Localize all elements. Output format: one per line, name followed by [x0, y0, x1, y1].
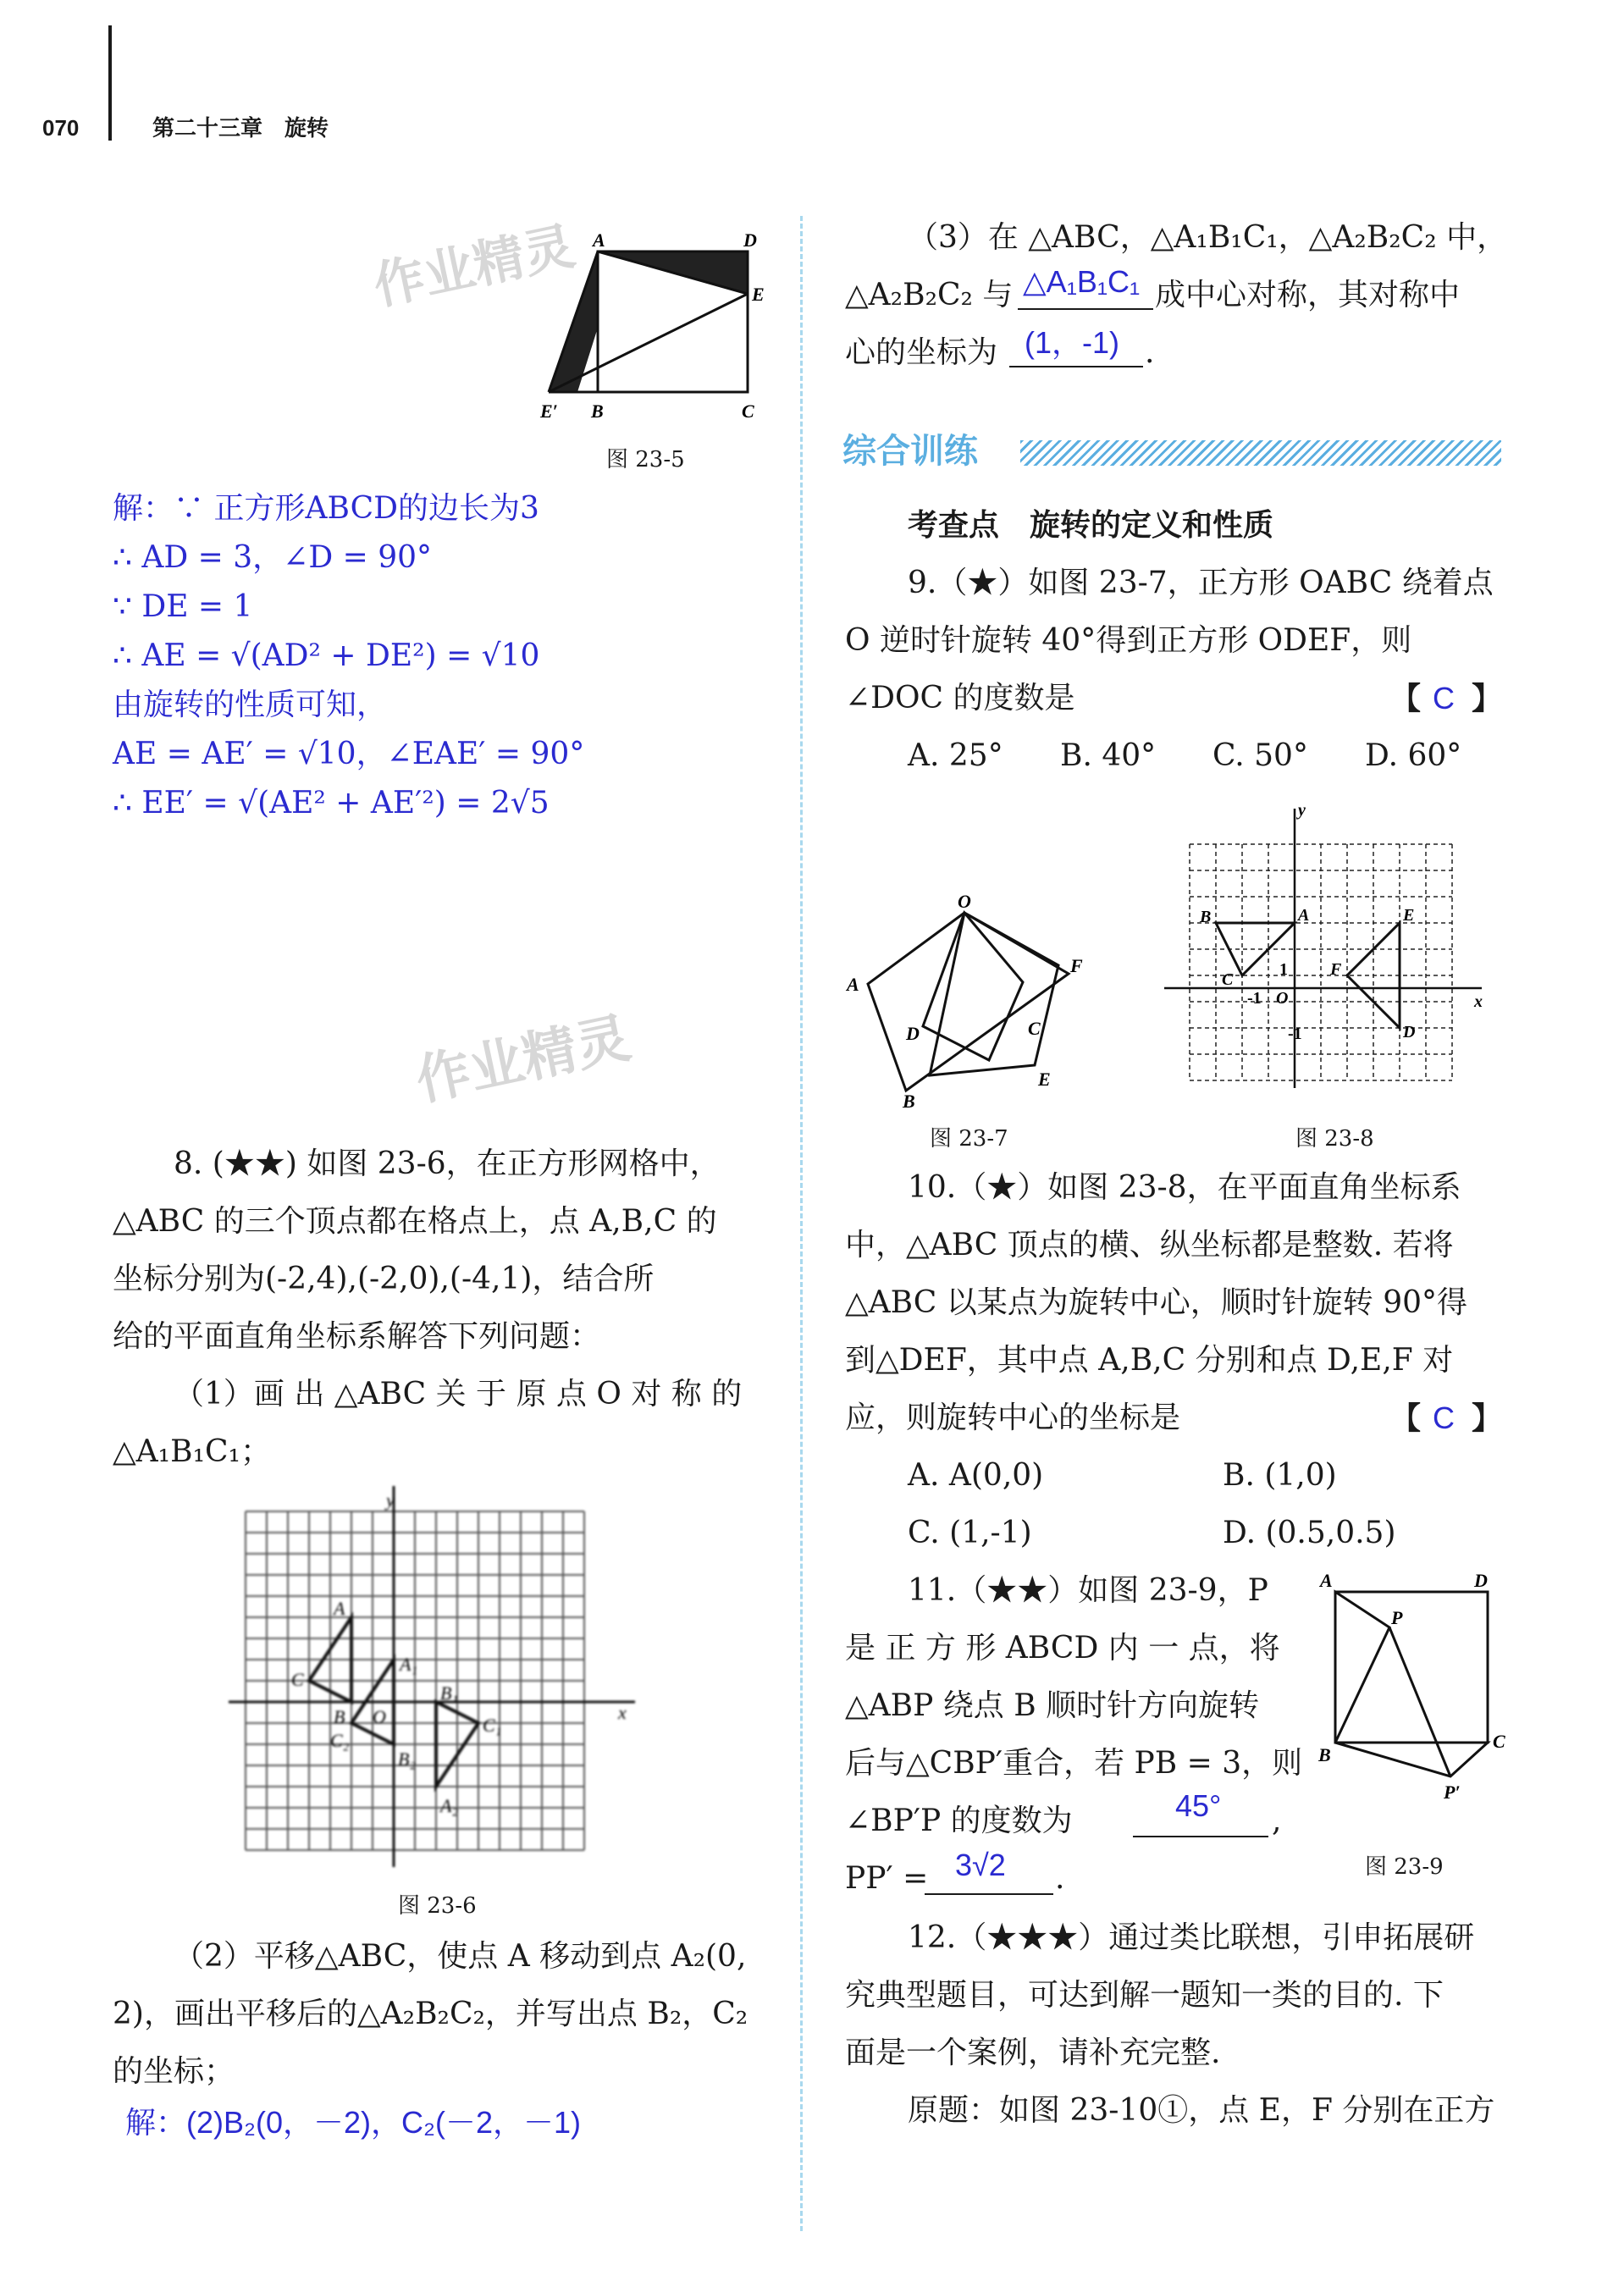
q8-line-6: △A₁B₁C₁； [113, 1434, 271, 1469]
q11-line-6: PP′ = [845, 1861, 929, 1896]
figure-23-8 [1164, 800, 1494, 1092]
fig6-caption: 图 23-6 [398, 1893, 477, 1919]
q8-line-2: △ABC 的三个顶点都在格点上，点 A,B,C 的 [113, 1204, 717, 1239]
solution-line-5: 由旋转的性质可知， [113, 688, 388, 722]
q8-part3-period: . [1145, 335, 1155, 370]
q8-part3-line-1: （3）在 △ABC，△A₁B₁C₁，△A₂B₂C₂ 中， [908, 220, 1508, 255]
q10-bracket-left: 【 [1390, 1400, 1422, 1436]
column-divider [800, 216, 803, 2231]
label-E: E [752, 284, 765, 305]
label-A: A [593, 229, 605, 251]
q8-line-5: （1）画 出 △ABC 关 于 原 点 O 对 称 的 [174, 1377, 743, 1411]
q8-part2-line-3: 的坐标； [113, 2054, 235, 2089]
q9-line-3: ∠DOC 的度数是 [845, 681, 1075, 715]
solution-line-6: AE = AE′ = √10，∠EAE′ = 90° [113, 737, 585, 771]
q10-line-2: 中，△ABC 顶点的横、纵坐标都是整数. 若将 [845, 1228, 1454, 1262]
q8-line-3: 坐标分别为(-2,4),(-2,0),(-4,1)，结合所 [113, 1262, 655, 1296]
svg-text:1: 1 [1279, 960, 1288, 979]
header-divider [108, 25, 112, 141]
svg-text:C₂: C₂ [330, 1730, 350, 1751]
q10-option-c: C. (1,-1) [908, 1516, 1032, 1550]
section-title: 综合训练 [842, 432, 978, 471]
chapter-title: 第二十三章 旋转 [152, 115, 329, 141]
q10-line-4: 到△DEF，其中点 A,B,C 分别和点 D,E,F 对 [845, 1343, 1454, 1378]
q11-line-1: 11.（★★）如图 23-9，P [908, 1573, 1268, 1608]
svg-text:F: F [1330, 960, 1342, 979]
q12-line-2: 究典型题目，可达到解一题知一类的目的. 下 [845, 1978, 1444, 2013]
svg-text:F: F [1070, 955, 1083, 976]
solution-line-2: ∴ AD = 3，∠D = 90° [113, 540, 433, 575]
q9-line-1: 9.（★）如图 23-7，正方形 OABC 绕着点 [908, 566, 1494, 600]
q9-bracket-right: 】 [1472, 681, 1503, 716]
q8-line-4: 给的平面直角坐标系解答下列问题： [113, 1319, 601, 1354]
svg-text:O: O [1276, 989, 1289, 1008]
svg-text:D: D [1403, 1023, 1416, 1041]
svg-text:O: O [958, 891, 971, 912]
svg-text:C₁: C₁ [483, 1715, 502, 1736]
svg-text:B₂: B₂ [398, 1748, 417, 1770]
q8-part3-blank2: (1，-1) [1025, 325, 1120, 360]
q11-period: . [1055, 1861, 1065, 1896]
q10-line-1: 10.（★）如图 23-8，在平面直角坐标系 [908, 1170, 1461, 1205]
svg-text:x: x [618, 1702, 627, 1723]
svg-text:A₂: A₂ [440, 1795, 459, 1816]
q10-line-3: △ABC 以某点为旋转中心，顺时针旋转 90°得 [845, 1285, 1468, 1320]
svg-text:A₁: A₁ [400, 1654, 418, 1675]
q8-part3-line-4: 心的坐标为 [845, 335, 998, 370]
topic-heading: 考查点 旋转的定义和性质 [908, 508, 1274, 543]
q10-line-5: 应，则旋转中心的坐标是 [845, 1400, 1181, 1435]
fig7-caption: 图 23-7 [930, 1126, 1008, 1152]
q8-part2-answer: 解：(2)B₂(0，－2)，C₂(－2，－1) [125, 2105, 581, 2140]
label-B: B [591, 401, 604, 422]
q8-part2-line-1: （2）平移△ABC，使点 A 移动到点 A₂(0, [174, 1939, 747, 1974]
svg-text:B₁: B₁ [440, 1682, 459, 1704]
svg-text:B: B [903, 1091, 915, 1112]
q9-option-b: B. 40° [1060, 738, 1157, 773]
page-number: 070 [42, 115, 80, 141]
label-D: D [743, 229, 757, 251]
svg-text:D: D [1474, 1570, 1488, 1591]
q8-part2-line-2: 2)，画出平移后的△A₂B₂C₂，并写出点 B₂，C₂ [113, 1997, 748, 2031]
solution-line-4: ∴ AE = √(AD² + DE²) = √10 [113, 638, 540, 673]
q8-line-1: 8. (★★) 如图 23-6，在正方形网格中， [174, 1146, 721, 1181]
triangle-cbp-prime [1335, 1743, 1488, 1776]
svg-text:y: y [386, 1489, 395, 1511]
label-E-prime: E′ [540, 401, 558, 422]
q11-line-5: ∠BP′P 的度数为 [845, 1804, 1073, 1838]
svg-text:E: E [1403, 906, 1415, 925]
q11-line-2: 是 正 方 形 ABCD 内 一 点，将 [845, 1631, 1280, 1666]
svg-text:-1: -1 [1288, 1025, 1302, 1043]
svg-text:B: B [1318, 1744, 1331, 1765]
q10-bracket-right: 】 [1472, 1400, 1503, 1436]
svg-text:B: B [1200, 908, 1212, 926]
solution-line-3: ∵ DE = 1 [113, 589, 253, 624]
svg-text:C: C [291, 1669, 304, 1690]
q9-option-c: C. 50° [1212, 738, 1308, 773]
figure-23-9 [1308, 1566, 1511, 1812]
solution-line-7: ∴ EE′ = √(AE² + AE′²) = 2√5 [113, 786, 550, 820]
watermark-1: 作业精灵 [368, 216, 580, 318]
svg-text:A: A [1298, 906, 1310, 925]
q8-part3-blank2-line [1009, 366, 1143, 367]
q8-part3-line-2: △A₂B₂C₂ 与 [845, 278, 1014, 312]
q12-line-4: 原题：如图 23-10①，点 E，F 分别在正方 [908, 2093, 1495, 2128]
q9-option-d: D. 60° [1365, 738, 1462, 773]
q11-blank2-line [925, 1893, 1053, 1895]
figure-23-7 [838, 889, 1109, 1118]
q9-line-2: O 逆时针旋转 40°得到正方形 ODEF，则 [845, 623, 1412, 658]
q12-line-1: 12.（★★★）通过类比联想，引申拓展研 [908, 1920, 1475, 1955]
q11-answer1: 45° [1175, 1788, 1222, 1823]
svg-text:-1: -1 [1247, 989, 1262, 1008]
svg-text:C: C [1028, 1018, 1041, 1039]
q12-line-3: 面是一个案例，请补充完整. [845, 2036, 1221, 2070]
svg-text:P′: P′ [1444, 1782, 1461, 1803]
svg-text:E: E [1038, 1069, 1051, 1090]
q11-answer2: 3√2 [955, 1848, 1006, 1882]
svg-text:C: C [1493, 1731, 1505, 1752]
svg-text:y: y [1298, 801, 1306, 820]
label-C: C [742, 401, 754, 422]
svg-text:D: D [906, 1023, 920, 1044]
q11-line-4: 后与△CBP′重合，若 PB = 3，则 [845, 1746, 1303, 1781]
svg-text:A: A [847, 974, 859, 995]
q9-bracket-left: 【 [1390, 681, 1422, 716]
svg-text:x: x [1474, 992, 1483, 1011]
svg-text:C: C [1222, 970, 1234, 989]
figure-23-5 [533, 224, 779, 432]
svg-text:P: P [1391, 1607, 1403, 1628]
fig8-caption: 图 23-8 [1295, 1126, 1374, 1152]
solution-line-1: 解：∵ 正方形ABCD的边长为3 [113, 491, 539, 526]
q10-answer: C [1433, 1400, 1455, 1435]
q10-option-a: A. A(0,0) [908, 1458, 1044, 1493]
q11-blank1-line [1133, 1836, 1268, 1837]
q11-comma: , [1272, 1804, 1282, 1838]
q11-line-3: △ABP 绕点 B 顺时针方向旋转 [845, 1688, 1260, 1723]
q8-part3-blank1: △A₁B₁C₁ [1023, 264, 1141, 299]
q10-option-d: D. (0.5,0.5) [1223, 1516, 1396, 1550]
watermark-2: 作业精灵 [411, 1007, 636, 1113]
svg-text:A: A [334, 1598, 345, 1619]
square-abcd-9 [1335, 1592, 1488, 1743]
figure-23-6 [229, 1478, 635, 1867]
q10-option-b: B. (1,0) [1223, 1458, 1337, 1493]
section-title-stripes [1020, 440, 1501, 466]
q8-part3-line-3: 成中心对称，其对称中 [1155, 278, 1461, 312]
q8-part3-blank1-line [1018, 308, 1153, 310]
svg-text:B: B [334, 1706, 345, 1727]
q9-answer: C [1433, 681, 1455, 715]
svg-text:A: A [1320, 1570, 1333, 1591]
svg-text:O: O [373, 1706, 386, 1727]
square-oabc-outer [868, 913, 1069, 1091]
fig5-caption: 图 23-5 [606, 447, 685, 472]
fig9-caption: 图 23-9 [1365, 1854, 1444, 1880]
triangle-abp [1335, 1592, 1389, 1743]
q9-option-a: A. 25° [908, 738, 1003, 773]
